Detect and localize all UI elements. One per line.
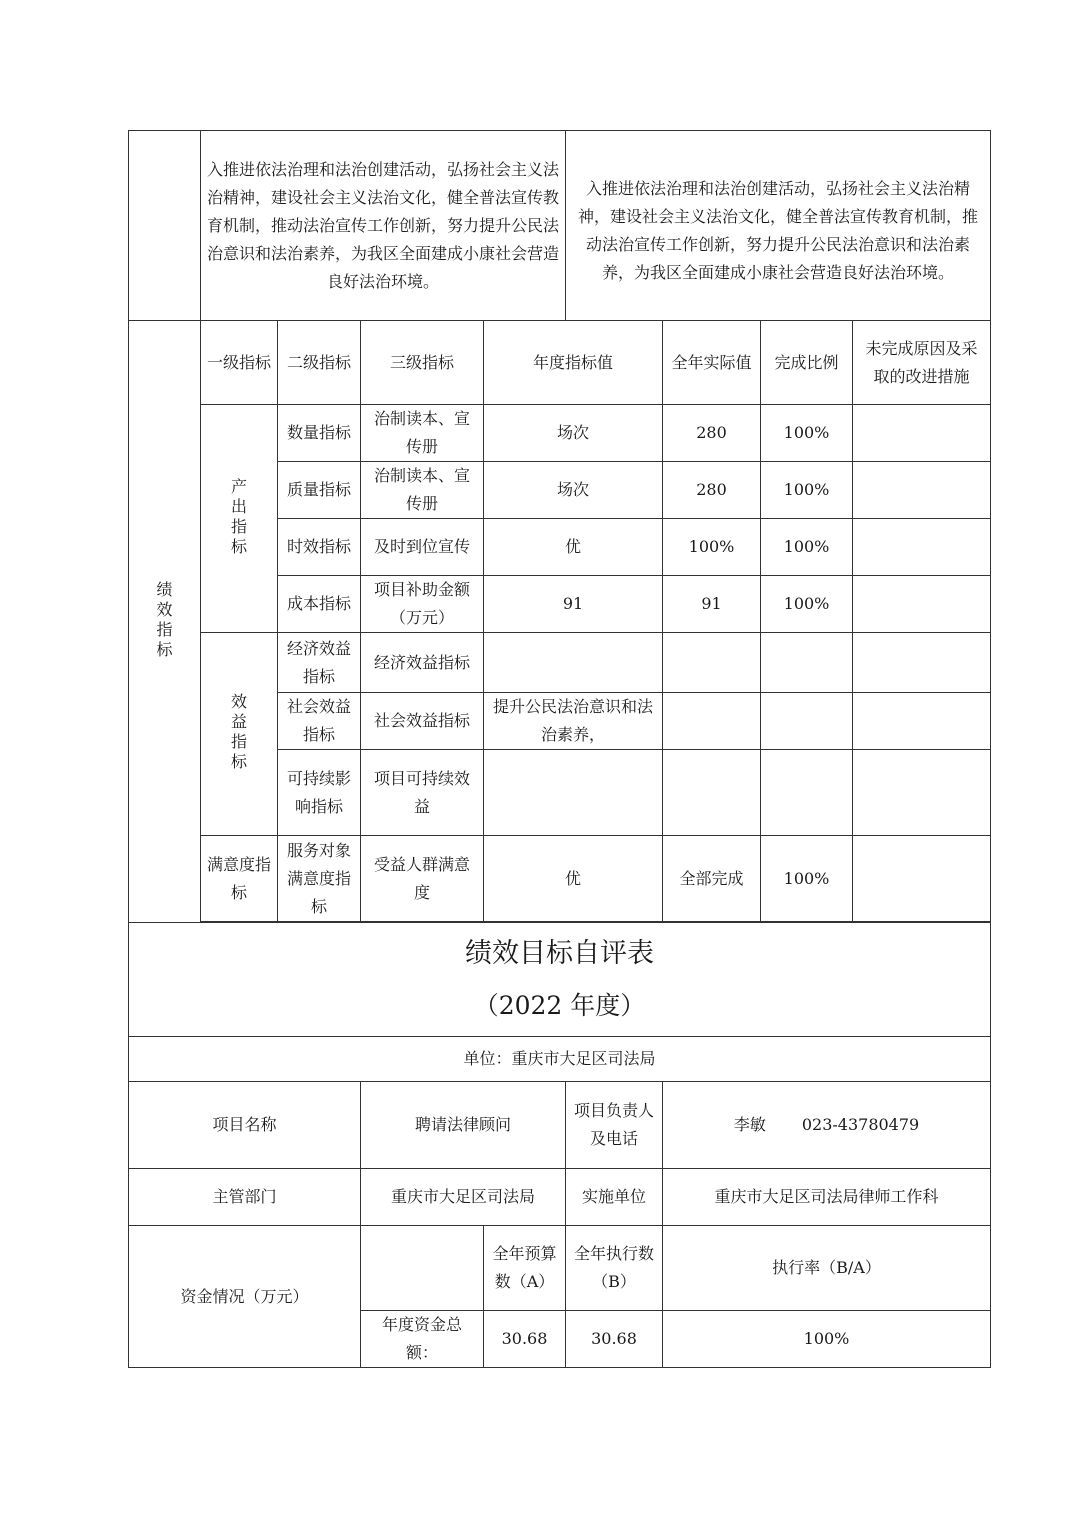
goal-description-left: 入推进依法治理和法治创建活动，弘扬社会主义法治精神，建设社会主义法治文化，健全普法宣传教育机制，推动法治宣传工作创新，努力提升公民法治意识和法治素养，为我区全面建成小康社会营造良好法治环境。 — [201, 131, 566, 321]
row-ratio: 100% — [761, 576, 853, 633]
row-actual: 全部完成 — [663, 836, 761, 922]
project-name-label: 项目名称 — [129, 1082, 361, 1169]
impl-label: 实施单位 — [566, 1169, 663, 1226]
row-target: 场次 — [484, 405, 663, 462]
satisfaction-label: 满意度指标 — [201, 836, 278, 922]
row-actual — [663, 693, 761, 750]
row-reason — [853, 693, 991, 750]
empty-label-cell — [129, 131, 201, 321]
rate-label: 执行率（B/A） — [663, 1226, 991, 1311]
row-target: 91 — [484, 576, 663, 633]
row-reason — [853, 633, 991, 693]
row-l2: 社会效益指标 — [278, 693, 361, 750]
row-ratio — [761, 693, 853, 750]
output-label: 产出指标 — [201, 405, 278, 633]
header-level3: 三级指标 — [361, 321, 484, 405]
row-actual — [663, 633, 761, 693]
row-actual: 280 — [663, 405, 761, 462]
dept-value: 重庆市大足区司法局 — [361, 1169, 566, 1226]
row-target: 优 — [484, 836, 663, 922]
row-reason — [853, 750, 991, 836]
header-level2: 二级指标 — [278, 321, 361, 405]
row-ratio: 100% — [761, 462, 853, 519]
row-ratio — [761, 633, 853, 693]
row-actual: 91 — [663, 576, 761, 633]
row-l3: 项目补助金额（万元） — [361, 576, 484, 633]
row-l2: 经济效益指标 — [278, 633, 361, 693]
funds-blank — [361, 1226, 484, 1311]
row-reason — [853, 519, 991, 576]
dept-label: 主管部门 — [129, 1169, 361, 1226]
row-l3: 受益人群满意度 — [361, 836, 484, 922]
budget-value: 30.68 — [484, 1311, 566, 1368]
row-l2: 质量指标 — [278, 462, 361, 519]
row-l3: 项目可持续效益 — [361, 750, 484, 836]
row-l3: 治制读本、宣传册 — [361, 405, 484, 462]
header-target: 年度指标值 — [484, 321, 663, 405]
row-target: 提升公民法治意识和法治素养， — [484, 693, 663, 750]
goal-description-right: 入推进依法治理和法治创建活动，弘扬社会主义法治精神，建设社会主义法治文化，健全普法宣传教育机制，推动法治宣传工作创新，努力提升公民法治意识和法治素养，为我区全面建成小康社会营造良好法治环境。 — [566, 131, 991, 321]
row-ratio — [761, 750, 853, 836]
perf-section-label: 绩效指标 — [129, 321, 201, 923]
exec-value: 30.68 — [566, 1311, 663, 1368]
row-ratio: 100% — [761, 405, 853, 462]
row-l3: 社会效益指标 — [361, 693, 484, 750]
row-reason — [853, 576, 991, 633]
project-name: 聘请法律顾问 — [361, 1082, 566, 1169]
header-level1: 一级指标 — [201, 321, 278, 405]
unit-label: 单位：重庆市大足区司法局 — [129, 1037, 991, 1082]
exec-label: 全年执行数（B） — [566, 1226, 663, 1311]
row-target: 场次 — [484, 462, 663, 519]
row-l3: 及时到位宣传 — [361, 519, 484, 576]
row-l3: 经济效益指标 — [361, 633, 484, 693]
header-actual: 全年实际值 — [663, 321, 761, 405]
row-l2: 可持续影响指标 — [278, 750, 361, 836]
row-target: 优 — [484, 519, 663, 576]
form-title-cell — [129, 923, 991, 1037]
row-l2: 数量指标 — [278, 405, 361, 462]
benefit-label: 效益指标 — [201, 633, 278, 836]
row-l3: 治制读本、宣传册 — [361, 462, 484, 519]
row-target — [484, 750, 663, 836]
row-l2: 服务对象满意度指标 — [278, 836, 361, 922]
form-title: 绩效目标自评表 — [465, 937, 655, 969]
form-year: （2022 年度） — [473, 990, 646, 1020]
owner-label: 项目负责人及电话 — [566, 1082, 663, 1169]
row-ratio: 100% — [761, 519, 853, 576]
owner-info — [663, 1082, 991, 1169]
budget-label: 全年预算数（A） — [484, 1226, 566, 1311]
row-l2: 成本指标 — [278, 576, 361, 633]
owner-phone: 023-43780479 — [801, 1115, 920, 1134]
rate-value: 100% — [663, 1311, 991, 1368]
row-l2: 时效指标 — [278, 519, 361, 576]
header-ratio: 完成比例 — [761, 321, 853, 405]
row-reason — [853, 462, 991, 519]
header-reason: 未完成原因及采取的改进措施 — [853, 321, 991, 405]
impl-value: 重庆市大足区司法局律师工作科 — [663, 1169, 991, 1226]
row-ratio: 100% — [761, 836, 853, 922]
row-reason — [853, 405, 991, 462]
row-actual: 280 — [663, 462, 761, 519]
funds-label: 资金情况（万元） — [129, 1226, 361, 1368]
row-reason — [853, 836, 991, 922]
row-actual: 100% — [663, 519, 761, 576]
row-actual — [663, 750, 761, 836]
row-target — [484, 633, 663, 693]
owner-name: 李敏 — [733, 1115, 766, 1134]
total-label: 年度资金总额： — [361, 1311, 484, 1368]
performance-table — [128, 130, 991, 1368]
